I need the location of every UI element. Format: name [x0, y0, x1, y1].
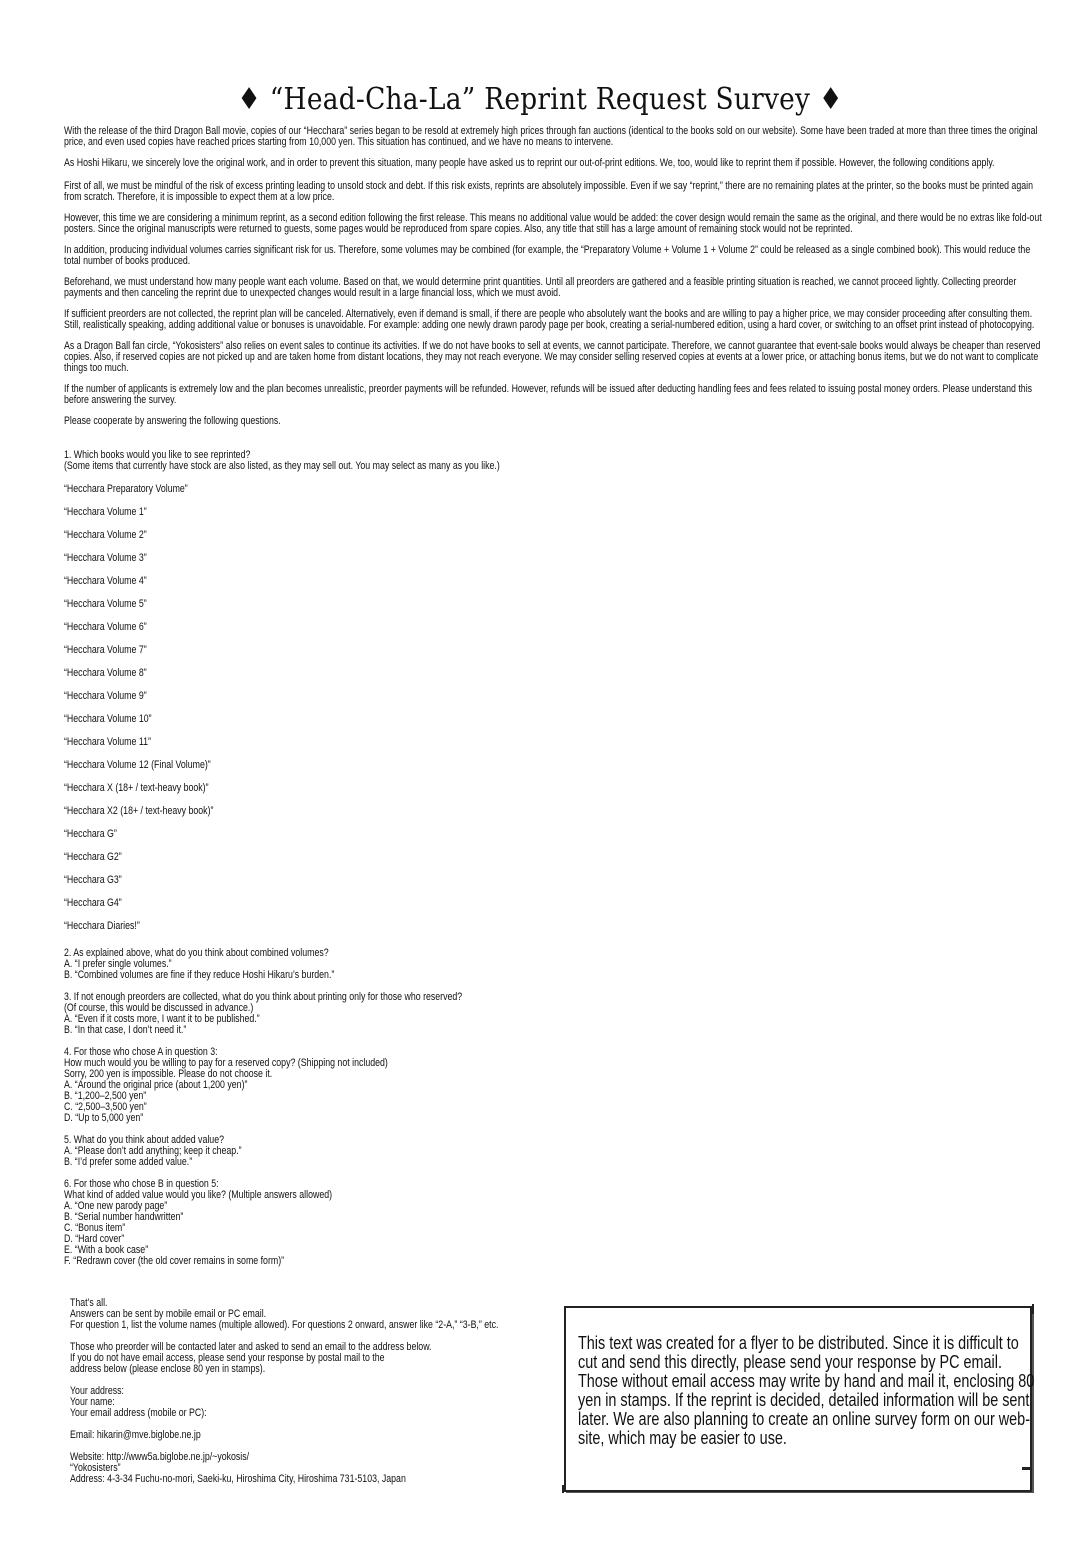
- question-line: 1. Which books would you like to see reprinted?: [64, 449, 251, 461]
- question-line: 6. For those who chose B in question 5:: [64, 1178, 219, 1190]
- closing-line: That’s all.: [70, 1297, 108, 1309]
- book-option: “Hecchara G”: [64, 828, 117, 840]
- closing-line: If you do not have email access, please send your response by postal mail to the: [70, 1352, 385, 1364]
- book-option: “Hecchara Volume 5”: [64, 598, 147, 610]
- answer-option: B. “1,200–2,500 yen”: [64, 1090, 147, 1102]
- flyer-line: site, which may be easier to use.: [578, 1428, 787, 1448]
- intro-paragraph: In addition, producing individual volumes carries significant risk for us. Therefore, some volumes may be combined (for example, the “Preparatory Volume + Volume 1 + Volume 2” could be released as a single combined book). This would reduce the total number of books produced.: [64, 244, 1031, 267]
- book-option: “Hecchara Volume 10”: [64, 713, 152, 725]
- contact-info: [70, 1452, 498, 1485]
- book-option: “Hecchara Volume 8”: [64, 667, 147, 679]
- question-line: (Some items that currently have stock are also listed, as they may sell out. You may select as many as you like.): [64, 460, 500, 472]
- closing-section: [70, 1298, 606, 1496]
- response-instructions: [70, 1298, 498, 1331]
- intro-paragraph: However, this time we are considering a minimum reprint, as a second edition following the first release. This means no additional value would be added: the cover design would remain the same as the original, and there would be no extras like fold-out posters. Since the original manuscripts were returned to guests, some pages would be reproduced from spare copies. Also, any title that still has a large amount of remaining stock would not be reprinted.: [64, 212, 1042, 235]
- book-option: “Hecchara Volume 7”: [64, 644, 147, 656]
- intro-section: [64, 126, 1080, 439]
- cooperate-request: Please cooperate by answering the following questions.: [64, 415, 281, 427]
- book-option: “Hecchara Volume 11”: [64, 736, 151, 748]
- question-4: [64, 1047, 462, 1124]
- closing-line: For question 1, list the volume names (multiple allowed). For questions 2 onward, answer like “2-A,” “3-B,” etc.: [70, 1319, 499, 1331]
- book-option: “Hecchara Volume 2”: [64, 529, 147, 541]
- answer-option: C. “2,500–3,500 yen”: [64, 1101, 147, 1113]
- book-option: “Hecchara Volume 12 (Final Volume)”: [64, 759, 211, 771]
- answer-option: E. “With a book case”: [64, 1244, 149, 1256]
- email-field-label: Your email address (mobile or PC):: [70, 1407, 207, 1419]
- answer-option: B. “In that case, I don’t need it.”: [64, 1024, 187, 1036]
- answer-option: C. “Bonus item”: [64, 1222, 126, 1234]
- book-list: [64, 484, 609, 944]
- circle-name: “Yokosisters”: [70, 1462, 121, 1474]
- closing-line: address below (please enclose 80 yen in stamps).: [70, 1363, 266, 1375]
- question-line: 4. For those who chose A in question 3:: [64, 1046, 218, 1058]
- questions-2-to-6: [64, 948, 562, 1278]
- question-2: [64, 948, 462, 981]
- book-option: “Hecchara Preparatory Volume”: [64, 483, 188, 495]
- question-line: 5. What do you think about added value?: [64, 1134, 224, 1146]
- question-line: What kind of added value would you like? (Multiple answers allowed): [64, 1189, 333, 1201]
- answer-option: D. “Hard cover”: [64, 1233, 125, 1245]
- flyer-note-box: [564, 1306, 1035, 1492]
- closing-line: Those who preorder will be contacted later and asked to send an email to the address below.: [70, 1341, 432, 1353]
- preorder-instructions: [70, 1342, 498, 1375]
- answer-option: A. “Even if it costs more, I want it to be published.”: [64, 1013, 260, 1025]
- book-option: “Hecchara Volume 9”: [64, 690, 147, 702]
- book-option: “Hecchara Volume 3”: [64, 552, 147, 564]
- email-address: Email: hikarin@mve.biglobe.ne.jp: [70, 1429, 201, 1441]
- postal-address: Address: 4-3-34 Fuchu-no-mori, Saeki-ku, Hiroshima City, Hiroshima 731-5103, Japan: [70, 1473, 406, 1485]
- book-option: “Hecchara G2”: [64, 851, 122, 863]
- book-option: “Hecchara Diaries!”: [64, 920, 140, 932]
- answer-option: A. “I prefer single volumes.”: [64, 958, 172, 970]
- contact-email: [70, 1430, 498, 1441]
- flyer-line: Those without email access may write by hand and mail it, enclosing 80: [578, 1371, 1035, 1391]
- closing-line: Answers can be sent by mobile email or PC email.: [70, 1308, 267, 1320]
- question-3: [64, 992, 462, 1036]
- intro-paragraph: As a Dragon Ball fan circle, “Yokosisters” also relies on event sales to continue its activities. If we do not have books to sell at events, we cannot participate. Therefore, we cannot guarantee that event-sale books would always be cheaper than reserved copies. Also, if reserved copies are not picked up and are taken home from distant locations, they may not reach everyone. We may consider selling reserved copies at events at a lower price, or attaching bonus items, but we do not want to complicate things too much.: [64, 340, 1041, 374]
- intro-paragraph: Beforehand, we must understand how many people want each volume. Based on that, we would determine print quantities. Until all preorders are gathered and a feasible printing situation is reached, we cannot proceed lightly. Collecting preorder payments and then canceling the reprint due to unexpected changes would result in a large financial loss, which we must avoid.: [64, 276, 1017, 299]
- question-1: [64, 450, 609, 944]
- answer-option: A. “Please don’t add anything; keep it cheap.”: [64, 1145, 242, 1157]
- flyer-line: This text was created for a flyer to be distributed. Since it is difficult to: [578, 1333, 1019, 1353]
- question-5: [64, 1135, 462, 1168]
- book-option: “Hecchara Volume 1”: [64, 506, 147, 518]
- name-field-label: Your name:: [70, 1396, 115, 1408]
- intro-paragraph: As Hoshi Hikaru, we sincerely love the original work, and in order to prevent this situation, many people have asked us to reprint our out-of-print editions. We, too, would like to reprint them if possible. However, the following conditions apply.: [64, 157, 995, 169]
- question-line: (Of course, this would be discussed in advance.): [64, 1002, 254, 1014]
- address-field-label: Your address:: [70, 1385, 124, 1397]
- answer-option: F. “Redrawn cover (the old cover remains in some form)”: [64, 1255, 285, 1267]
- intro-paragraph: With the release of the third Dragon Ball movie, copies of our “Hecchara” series began to be resold at extremely high prices through fan auctions (identical to the books sold on our website). Some have been traded at more than three times the original price, and even used copies have reached prices starting from 10,000 yen. This situation has continued, and we have no means to intervene.: [64, 125, 1038, 148]
- question-line: 3. If not enough preorders are collected, what do you think about printing only for those who reserved?: [64, 991, 463, 1003]
- box-corner-mark: [562, 1485, 572, 1493]
- answer-option: D. “Up to 5,000 yen”: [64, 1112, 144, 1124]
- answer-option: B. “I’d prefer some added value.”: [64, 1156, 193, 1168]
- book-option: “Hecchara X2 (18+ / text-heavy book)”: [64, 805, 214, 817]
- book-option: “Hecchara G4”: [64, 897, 122, 909]
- intro-paragraph: First of all, we must be mindful of the risk of excess printing leading to unsold stock and debt. If this risk exists, reprints are absolutely impossible. Even if we say “reprint,” there are no remaining plates at the printer, so the books must be printed again from scratch. Therefore, it is impossible to expect them at a low price.: [64, 180, 1033, 203]
- flyer-line: later. We are also planning to create an online survey form on our web-: [578, 1409, 1030, 1429]
- intro-paragraph: If sufficient preorders are not collected, the reprint plan will be canceled. Alternatively, even if demand is small, if there are people who absolutely want the books and are willing to pay a higher price, we may consider proceeding after consulting them. Still, realistically speaking, adding additional value or bonuses is unavoidable. For example: adding one newly drawn parody page per book, creating a serial-numbered edition, using a hard cover, or switching to an offset print instead of photocopying.: [64, 308, 1035, 331]
- intro-paragraph: If the number of applicants is extremely low and the plan becomes unrealistic, preorder payments will be refunded. However, refunds will be issued after deducting handling fees and fees related to issuing postal money orders. Please understand this before answering the survey.: [64, 383, 1033, 406]
- book-option: “Hecchara X (18+ / text-heavy book)”: [64, 782, 209, 794]
- question-line: How much would you be willing to pay for a reserved copy? (Shipping not included): [64, 1057, 388, 1069]
- answer-option: A. “One new parody page”: [64, 1200, 168, 1212]
- website-url: Website: http://www5a.biglobe.ne.jp/~yokosis/: [70, 1451, 250, 1463]
- question-1-prompt: [64, 450, 500, 472]
- question-line: 2. As explained above, what do you think about combined volumes?: [64, 947, 329, 959]
- answer-option: B. “Combined volumes are fine if they reduce Hoshi Hikaru’s burden.”: [64, 969, 335, 981]
- question-6: [64, 1179, 462, 1267]
- question-line: Sorry, 200 yen is impossible. Please do not choose it.: [64, 1068, 273, 1080]
- book-option: “Hecchara Volume 6”: [64, 621, 147, 633]
- flyer-line: yen in stamps. If the reprint is decided, detailed information will be sent: [578, 1390, 1030, 1410]
- box-corner-mark: [1026, 1304, 1034, 1314]
- book-option: “Hecchara Volume 4”: [64, 575, 147, 587]
- flyer-note-text: [578, 1333, 1035, 1448]
- book-option: “Hecchara G3”: [64, 874, 122, 886]
- page-title: ♦ “Head-Cha-La” Reprint Request Survey ♦: [237, 82, 843, 117]
- answer-option: B. “Serial number handwritten”: [64, 1211, 184, 1223]
- answer-option: A. “Around the original price (about 1,200 yen)”: [64, 1079, 248, 1091]
- respondent-fields: [70, 1386, 498, 1419]
- flyer-line: cut and send this directly, please send your response by PC email.: [578, 1352, 1002, 1372]
- box-corner-mark: [1022, 1467, 1030, 1470]
